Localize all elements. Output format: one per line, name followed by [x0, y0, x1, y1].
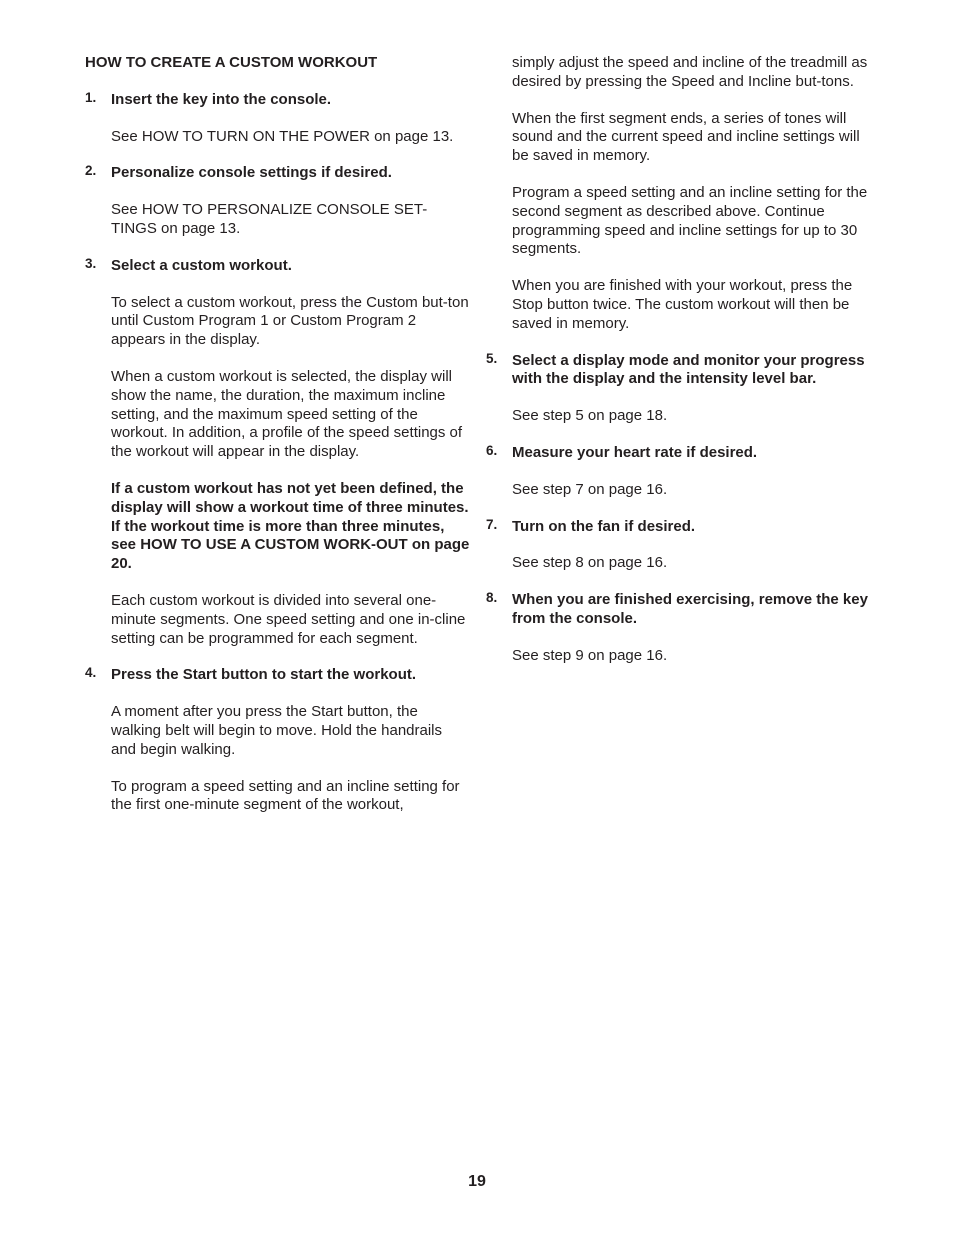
step-title: Turn on the fan if desired. [512, 517, 696, 535]
step-number: 6. [486, 442, 498, 458]
step-3 [85, 257, 470, 276]
step-number: 2. [85, 163, 97, 179]
paragraph: See HOW TO PERSONALIZE CONSOLE SET-TINGS on page 13. [111, 201, 428, 237]
step-8 [486, 591, 871, 629]
page-number: 19 [468, 1173, 486, 1190]
step-title: Select a custom workout. [111, 256, 292, 274]
section-heading: HOW TO CREATE A CUSTOM WORKOUT [85, 54, 378, 71]
step-number: 4. [85, 665, 97, 681]
bold-note: If a custom workout has not yet been defined, the display will show a workout time of three minutes. If the workout time is more than three minutes, see HOW TO USE A CUSTOM WORK-OUT on page 20. [111, 479, 470, 573]
step-7 [486, 518, 871, 537]
paragraph: simply adjust the speed and incline of the treadmill as desired by pressing the Speed and Incline but-tons. [512, 54, 868, 90]
paragraph: See step 8 on page 16. [512, 554, 668, 572]
step-title: Press the Start button to start the workout. [111, 666, 417, 684]
step-number: 1. [85, 89, 97, 105]
paragraph: When you are finished with your workout, press the Stop button twice. The custom workout will then be saved in memory. [512, 277, 853, 332]
step-5 [486, 352, 871, 390]
right-column [486, 54, 871, 684]
step-number: 8. [486, 590, 498, 606]
paragraph: Program a speed setting and an incline setting for the second segment as described above. Continue programming speed and incline settings for up to 30 segments. [512, 183, 868, 258]
paragraph: Each custom workout is divided into several one-minute segments. One speed setting and one in-cline setting can be programmed for each segment. [111, 591, 466, 647]
paragraph: To program a speed setting and an incline setting for the first one-minute segment of the workout, [111, 777, 460, 814]
step-4 [85, 666, 470, 685]
step-title: Measure your heart rate if desired. [512, 443, 758, 461]
paragraph: See step 5 on page 18. [512, 407, 668, 425]
step-title: Personalize console settings if desired. [111, 164, 392, 182]
left-column [85, 54, 470, 833]
paragraph: A moment after you press the Start button, the walking belt will begin to move. Hold the handrails and begin walking. [111, 703, 443, 758]
step-number: 3. [85, 255, 97, 271]
paragraph: When the first segment ends, a series of tones will sound and the current speed and incline settings will be saved in memory. [512, 109, 860, 165]
paragraph: See step 7 on page 16. [512, 480, 668, 498]
step-title: Insert the key into the console. [111, 90, 332, 108]
paragraph: See step 9 on page 16. [512, 646, 668, 664]
step-title: When you are finished exercising, remove the key from the console. [512, 591, 868, 627]
step-2 [85, 164, 470, 183]
paragraph: When a custom workout is selected, the display will show the name, the duration, the maximum incline setting, and the maximum speed setting of the workout. In addition, a profile of the speed settings of the workout will appear in the display. [111, 367, 463, 461]
step-number: 7. [486, 516, 498, 532]
step-6 [486, 444, 871, 463]
step-1 [85, 91, 470, 110]
paragraph: See HOW TO TURN ON THE POWER on page 13. [111, 127, 454, 145]
step-title: Select a display mode and monitor your progress with the display and the intensity level bar. [512, 351, 865, 388]
paragraph: To select a custom workout, press the Custom but-ton until Custom Program 1 or Custom Program 2 appears in the display. [111, 293, 469, 349]
step-number: 5. [486, 350, 498, 366]
